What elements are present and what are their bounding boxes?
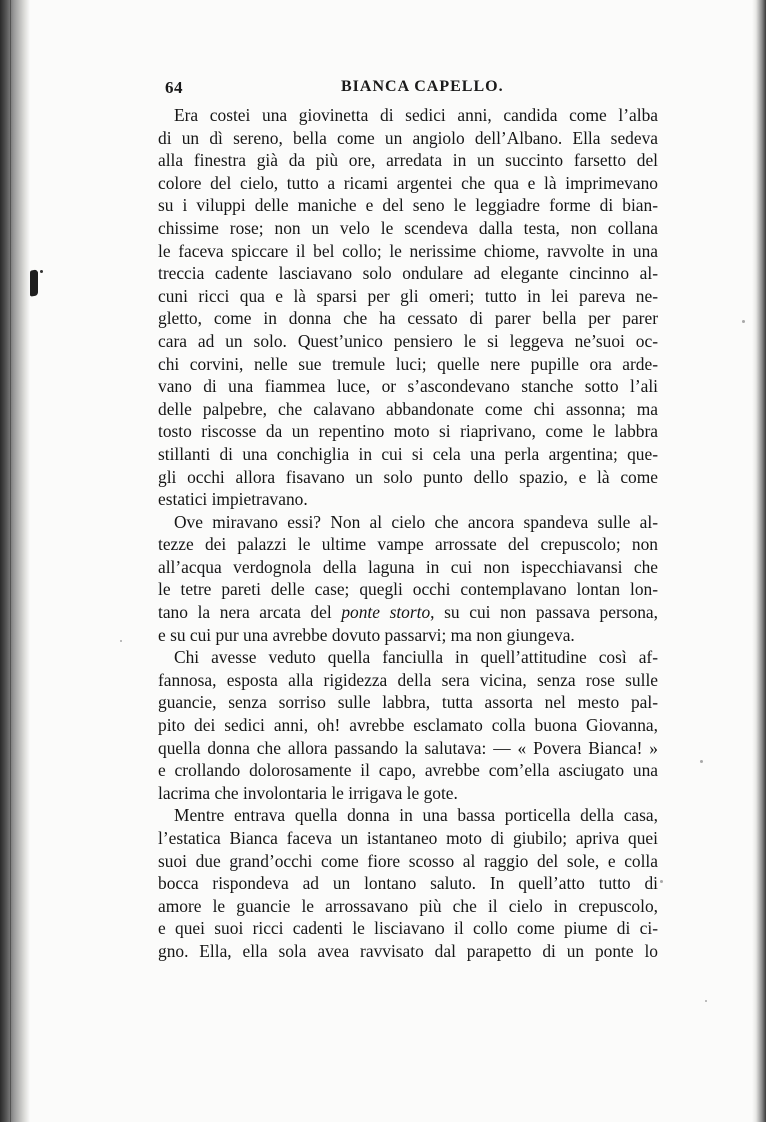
- text-line: quella donna che allora passando la salutava: — « Povera Bianca! »: [158, 737, 658, 758]
- binding-gutter: [0, 0, 30, 1122]
- ink-speck: [40, 270, 43, 273]
- running-title: BIANCA CAPELLO.: [341, 78, 504, 95]
- text-line: Era costei una giovinetta di sedici anni, candida come l’alba: [174, 105, 658, 125]
- text-line: [158, 601, 658, 624]
- text-line: stillanti di una conchiglia in cui si cela una perla argentina; que-: [158, 443, 658, 464]
- italic-phrase: ponte storto: [341, 602, 431, 623]
- page-right-edge: [752, 0, 766, 1122]
- text-line: vano di una fiammea luce, or s’ascondevano stanche sotto l’ali: [158, 376, 658, 397]
- text-line: suoi due grand’occhi come fiore scosso al raggio del sole, e colla: [158, 850, 658, 871]
- text-line: di un dì sereno, bella come un angiolo dell’Albano. Ella sedeva: [158, 127, 658, 148]
- text-line: fannosa, esposta alla rigidezza della sera vicina, senza rose sulle: [158, 669, 658, 690]
- text-line: pito dei sedici anni, oh! avrebbe esclamato colla buona Giovanna,: [158, 715, 658, 736]
- text-line: l’estatica Bianca faceva un istantaneo moto di giubilo; apriva quei: [158, 828, 658, 848]
- text-line: delle palpebre, che calavano abbandonate come chi assonna; ma: [158, 398, 658, 419]
- gutter-fold-line: [10, 0, 11, 1122]
- text-line: treccia cadente lasciavano solo ondulare ad elegante cincinno al-: [158, 263, 658, 284]
- text-line: Chi avesse veduto quella fanciulla in quell’attitudine così af-: [174, 647, 658, 668]
- ink-blot: [30, 269, 38, 296]
- text-line-segment: , su cui non passava persona,: [430, 602, 658, 623]
- text-line: Mentre entrava quella donna in una bassa porticella della casa,: [174, 805, 658, 826]
- paper-speck: [742, 320, 745, 323]
- text-line: cara ad un solo. Quest’unico pensiero le si leggeva ne’suoi oc-: [158, 330, 658, 351]
- paper-speck: [120, 640, 122, 642]
- text-line: lacrima che involontaria le irrigava le gote.: [158, 782, 458, 803]
- text-line: gli occhi allora fisavano un solo punto dello spazio, e là come: [158, 466, 658, 487]
- text-line: e su cui pur una avrebbe dovuto passarvi; ma non giungeva.: [158, 624, 575, 645]
- text-line: cuni ricci qua e là sparsi per gli omeri; tutto in lei pareva ne-: [158, 285, 658, 306]
- paper-speck: [660, 880, 663, 883]
- text-line: amore le guancie le arrossavano più che il cielo in crepuscolo,: [158, 895, 658, 916]
- body-text: [158, 104, 658, 963]
- text-line: chissime rose; non un velo le scendeva dalla testa, non collana: [158, 217, 658, 238]
- text-line: colore del cielo, tutto a ricami argentei che qua e là imprimevano: [158, 172, 658, 193]
- text-line: tezze dei palazzi le ultime vampe arrossate del crepuscolo; non: [158, 534, 658, 555]
- text-line-segment: tano la nera arcata del: [158, 602, 342, 623]
- paper-speck: [705, 1000, 707, 1002]
- text-line: gletto, come in donna che ha cessato di parer bella per parer: [158, 308, 658, 329]
- text-line: chi corvini, nelle sue tremule luci; quelle nere pupille ora arde-: [158, 353, 658, 374]
- page-number: 64: [165, 78, 183, 97]
- text-line: su i viluppi delle maniche e del seno le leggiadre forme di bian-: [158, 195, 658, 216]
- text-line: e quei suoi ricci cadenti le lisciavano il collo come piume di ci-: [158, 918, 658, 939]
- text-line: bocca rispondeva ad un lontano saluto. In quell’atto tutto di: [158, 873, 658, 894]
- text-line: tosto riscosse da un repentino moto si riaprivano, come le labbra: [158, 421, 658, 442]
- text-line: alla finestra già da più ore, arredata in un succinto farsetto del: [158, 150, 658, 171]
- page-header: [165, 78, 655, 102]
- text-line: le faceva spiccare il bel collo; le nerissime chiome, ravvolte in una: [158, 240, 658, 261]
- text-line: estatici impietravano.: [158, 489, 308, 510]
- text-line: gno. Ella, ella sola avea ravvisato dal parapetto di un ponte lo: [158, 940, 658, 961]
- text-line: guancie, senza sorriso sulle labbra, tutta assorta nel mesto pal-: [158, 692, 658, 713]
- text-line: le tetre pareti delle case; quegli occhi contemplavano lontan lon-: [158, 579, 658, 600]
- text-line: e crollando dolorosamente il capo, avrebbe com’ella asciugato una: [158, 760, 658, 781]
- text-line: Ove miravano essi? Non al cielo che ancora spandeva sulle al-: [174, 511, 658, 532]
- paper-speck: [700, 760, 703, 763]
- text-line: all’acqua verdognola della laguna in cui non ispecchiavansi che: [158, 556, 658, 577]
